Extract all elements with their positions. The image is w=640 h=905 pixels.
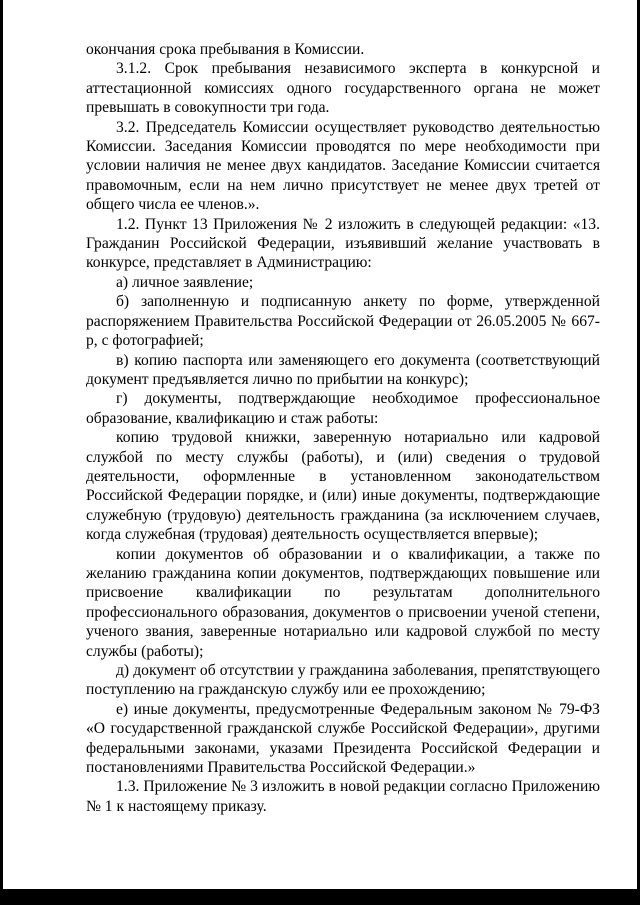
paragraph-1-3: 1.3. Приложение № 3 изложить в новой редакции согласно Приложению № 1 к настоящему приказу. [86, 778, 600, 815]
list-item-b: б) заполненную и подписанную анкету по форме, утвержденной распоряжением Правительства Российской Федерации от 26.05.2005 № 667-р, с фотографией; [86, 293, 600, 350]
list-item-g-employment-record: копию трудовой книжки, заверенную нотариально или кадровой службой по месту службы (работы), и (или) сведения о трудовой деятельности, оформленные в установленном законодательством Российской Федерации порядке, и (или) иные документы, подтверждающие служебную (трудовую) деятельность гражданина (за исключением случаев, когда служебная (трудовая) деятельность осуществляется впервые); [86, 429, 600, 544]
list-item-a: а) личное заявление; [116, 273, 254, 291]
paragraph-3-1-2: 3.1.2. Срок пребывания независимого эксперта в конкурсной и аттестационной комиссиях одного государственного органа не может превышать в совокупности три года. [86, 60, 600, 117]
list-item-g-education-copies: копии документов об образовании и о квалификации, а также по желанию гражданина копии документов, подтверждающих повышение или присвоение квалификации по результатам дополнительного профессионального образования, документов о присвоении ученой степени, ученого звания, заверенные нотариально или кадровой службой по месту службы (работы); [86, 545, 600, 660]
scan-border-bottom [0, 889, 640, 905]
paragraph-continuation: окончания срока пребывания в Комиссии. [86, 41, 365, 58]
paragraph-1-2: 1.2. Пункт 13 Приложения № 2 изложить в следующей редакции: «13. Гражданин Российской Федерации, изъявивший желание участвовать в конкурсе, представляет в Администрацию: [86, 215, 600, 272]
list-item-d: д) документ об отсутствии у гражданина заболевания, препятствующего поступлению на гражданскую службу или ее прохождению; [86, 662, 600, 699]
list-item-v: в) копию паспорта или заменяющего его документа (соответствующий документ предъявляется лично по прибытии на конкурс); [86, 351, 600, 388]
paragraph-3-2: 3.2. Председатель Комиссии осуществляет руководство деятельностью Комиссии. Заседания Комиссии проводятся по мере необходимости при условии наличия не менее двух кандидатов. Заседание Комиссии считается правомочным, если на нем лично присутствует не менее двух третей от общего числа ее членов.». [86, 118, 600, 214]
list-item-e: е) иные документы, предусмотренные Федеральным законом № 79-ФЗ «О государственной гражданской службе Российской Федерации», другими федеральными законами, указами Президента Российской Федерации и постановлениями Правительства Российской Федерации.» [86, 700, 600, 777]
list-item-g: г) документы, подтверждающие необходимое профессиональное образование, квалификацию и стаж работы: [86, 390, 600, 427]
scan-border-left [0, 0, 3, 905]
document-body [86, 40, 600, 816]
